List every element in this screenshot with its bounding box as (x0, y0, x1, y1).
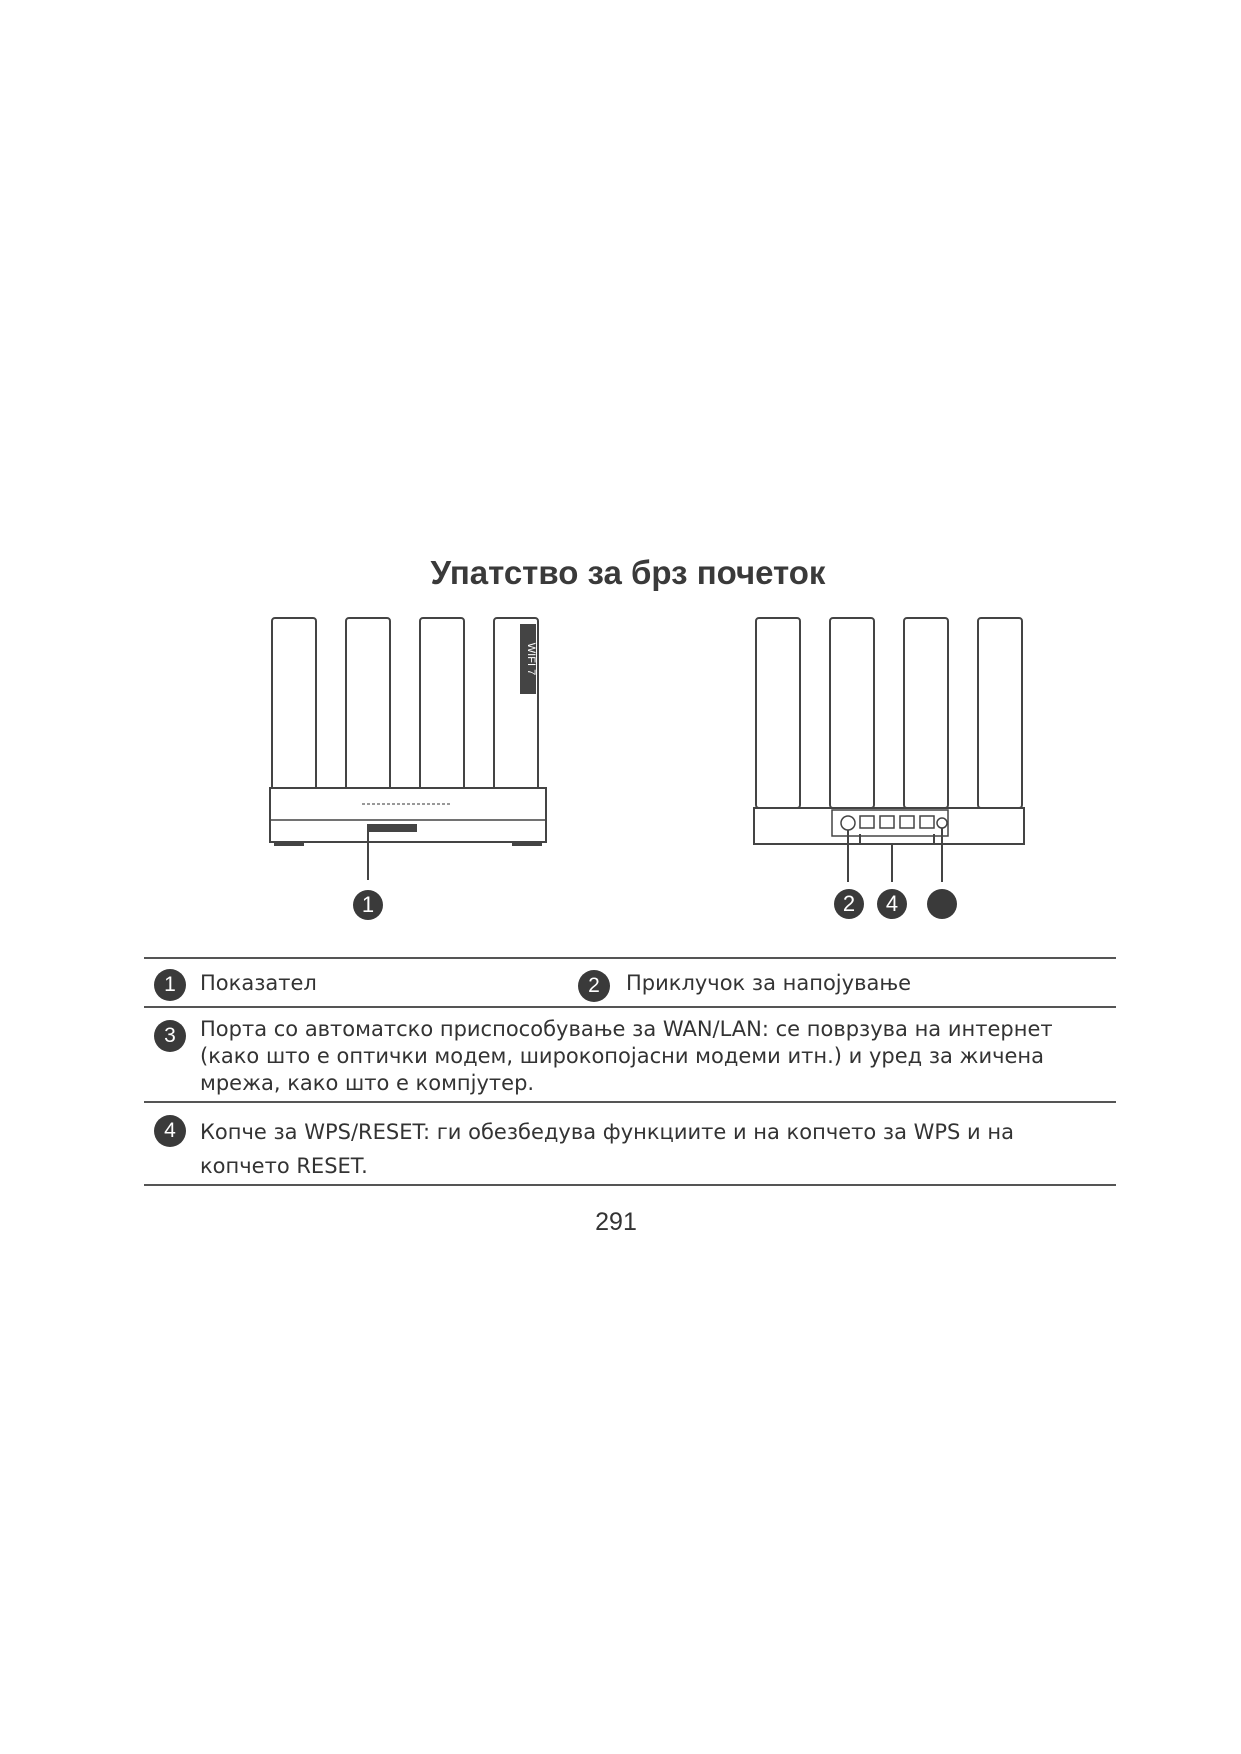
legend-number-3: 3 (154, 1020, 186, 1052)
wifi7-badge-text: WIFI 7 (525, 642, 537, 676)
legend-number-2: 2 (578, 970, 610, 1002)
legend-number-4: 4 (154, 1115, 186, 1147)
power-port (841, 816, 855, 830)
antenna-back-2 (830, 618, 874, 808)
legend-text-4-line-2: копчето RESET. (200, 1154, 368, 1178)
ethernet-port-1 (860, 816, 874, 828)
callout-1: 1 (353, 890, 383, 920)
indicator-light (367, 824, 417, 832)
table-rule-bottom (144, 1184, 1116, 1186)
router-front-drawing (262, 612, 562, 932)
ethernet-port-3 (900, 816, 914, 828)
callout-2: 2 (834, 889, 864, 919)
ethernet-port-2 (880, 816, 894, 828)
legend-number-1: 1 (154, 969, 186, 1001)
router-back-drawing (752, 612, 1062, 932)
legend-text-2: Приклучок за напојување (626, 971, 912, 995)
page-number: 291 (595, 1208, 637, 1236)
legend-text-3-line-3: мрежа, како што е компјутер. (200, 1071, 535, 1095)
antenna-back-4 (978, 618, 1022, 808)
antenna-back-1 (756, 618, 800, 808)
router-back-illustration (752, 612, 1062, 932)
page-title: Упатство за брз почеток (430, 554, 826, 591)
ethernet-port-4 (920, 816, 934, 828)
wps-reset-button (937, 818, 947, 828)
callout-4: 4 (877, 889, 907, 919)
legend-text-3 (200, 1016, 1053, 1097)
table-rule-1 (144, 1006, 1116, 1008)
legend-text-4-line-1: Копче за WPS/RESET: ги обезбедува функциите и на копчето за WPS и на (200, 1120, 1014, 1144)
antenna-2 (346, 618, 390, 796)
router-front-illustration (262, 612, 562, 932)
legend-text-3-line-1: Порта со автоматско приспособување за WAN/LAN: се поврзува на интернет (200, 1017, 1053, 1041)
router-front-body (270, 788, 546, 842)
table-rule-2 (144, 1101, 1116, 1103)
antenna-1 (272, 618, 316, 796)
legend-text-1: Показател (200, 971, 317, 995)
callout-3 (927, 889, 957, 919)
antenna-back-3 (904, 618, 948, 808)
legend-text-4 (200, 1115, 1014, 1183)
table-rule-top (144, 957, 1116, 959)
antenna-3 (420, 618, 464, 796)
legend-text-3-line-2: (како што е оптички модем, широкопојасни модеми итн.) и уред за жичена (200, 1044, 1045, 1068)
